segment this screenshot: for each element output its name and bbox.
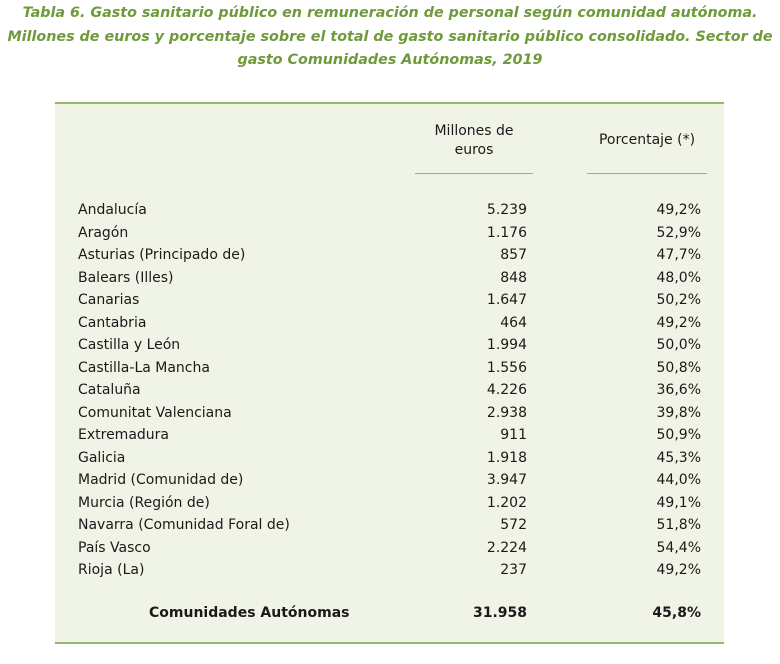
total-porcentaje: 45,8% [652, 605, 701, 621]
region-name: Comunitat Valenciana [78, 404, 232, 421]
porcentaje-value: 51,8% [656, 517, 701, 533]
porcentaje-value: 50,8% [656, 359, 701, 376]
region-name: Galicia [78, 449, 126, 466]
porcentaje-value: 47,7% [656, 247, 701, 263]
millones-value: 1.202 [486, 494, 527, 511]
table-row [55, 357, 724, 380]
region-name: Murcia (Región de) [78, 494, 210, 511]
region-name: Asturias (Principado de) [78, 247, 246, 263]
porcentaje-value: 49,2% [656, 314, 701, 331]
region-name: Extremadura [78, 427, 169, 443]
porcentaje-value: 36,6% [656, 382, 701, 398]
table-row [55, 244, 724, 267]
title-line-2: Millones de euros y porcentaje sobre el total de gasto sanitario público consolidado. Sector de [7, 28, 773, 45]
table-row [55, 447, 724, 470]
region-name: Aragón [78, 224, 129, 241]
table-title [0, 2, 780, 73]
porcentaje-value: 50,0% [656, 337, 701, 353]
header-rule-porcentaje [587, 173, 707, 174]
column-header-millones [415, 122, 533, 160]
table-row [55, 402, 724, 425]
millones-value: 2.938 [486, 404, 527, 421]
total-name: Comunidades Autónomas [149, 605, 350, 621]
table-row [55, 559, 724, 582]
region-name: Canarias [78, 292, 140, 308]
region-name: País Vasco [78, 539, 151, 556]
millones-value: 2.224 [486, 539, 527, 556]
table-row [55, 222, 724, 245]
region-name: Rioja (La) [78, 562, 145, 578]
region-name: Cataluña [78, 382, 141, 398]
region-name: Balears (Illes) [78, 269, 174, 286]
millones-value: 5.239 [486, 202, 527, 218]
porcentaje-value: 49,2% [656, 562, 701, 578]
column-header-porcentaje: Porcentaje (*) [598, 132, 696, 148]
millones-value: 1.918 [486, 449, 527, 466]
region-name: Madrid (Comunidad de) [78, 472, 244, 488]
table-row [55, 312, 724, 335]
millones-value: 3.947 [486, 472, 527, 488]
table-row [55, 537, 724, 560]
table-row [55, 379, 724, 402]
porcentaje-value: 54,4% [656, 539, 701, 556]
title-line-1: Tabla 6. Gasto sanitario público en remuneración de personal según comunidad autónoma. [22, 5, 758, 21]
porcentaje-value: 52,9% [656, 224, 701, 241]
column-header-millones-line-2: euros [454, 142, 494, 158]
table-row [55, 424, 724, 447]
data-table [55, 102, 724, 644]
region-name: Castilla y León [78, 337, 181, 353]
table-row [55, 469, 724, 492]
millones-value: 1.556 [486, 359, 527, 376]
millones-value: 848 [500, 269, 527, 286]
table-row [55, 334, 724, 357]
table-row [55, 289, 724, 312]
millones-value: 1.647 [486, 292, 527, 308]
millones-value: 1.994 [486, 337, 527, 353]
table-row [55, 267, 724, 290]
porcentaje-value: 44,0% [656, 472, 701, 488]
total-millones: 31.958 [472, 605, 527, 621]
table-row [55, 514, 724, 537]
title-line-3: gasto Comunidades Autónomas, 2019 [237, 52, 543, 68]
porcentaje-value: 50,9% [656, 427, 701, 443]
region-name: Andalucía [78, 202, 147, 218]
region-name: Cantabria [78, 314, 147, 331]
porcentaje-value: 49,1% [656, 494, 701, 511]
millones-value: 857 [500, 247, 527, 263]
millones-value: 572 [500, 517, 527, 533]
region-name: Castilla-La Mancha [78, 359, 210, 376]
total-row [55, 602, 724, 624]
table-row [55, 492, 724, 515]
millones-value: 4.226 [486, 382, 527, 398]
table-row [55, 199, 724, 222]
porcentaje-value: 50,2% [656, 292, 701, 308]
region-name: Navarra (Comunidad Foral de) [78, 517, 290, 533]
millones-value: 1.176 [486, 224, 527, 241]
porcentaje-value: 49,2% [656, 202, 701, 218]
porcentaje-value: 39,8% [656, 404, 701, 421]
header-rule-millones [415, 173, 533, 174]
porcentaje-value: 45,3% [656, 449, 701, 466]
millones-value: 237 [500, 562, 527, 578]
column-header-millones-line-1: Millones de [434, 123, 514, 139]
porcentaje-value: 48,0% [656, 269, 701, 286]
table-body [55, 199, 724, 582]
millones-value: 464 [500, 314, 527, 331]
millones-value: 911 [500, 427, 527, 443]
